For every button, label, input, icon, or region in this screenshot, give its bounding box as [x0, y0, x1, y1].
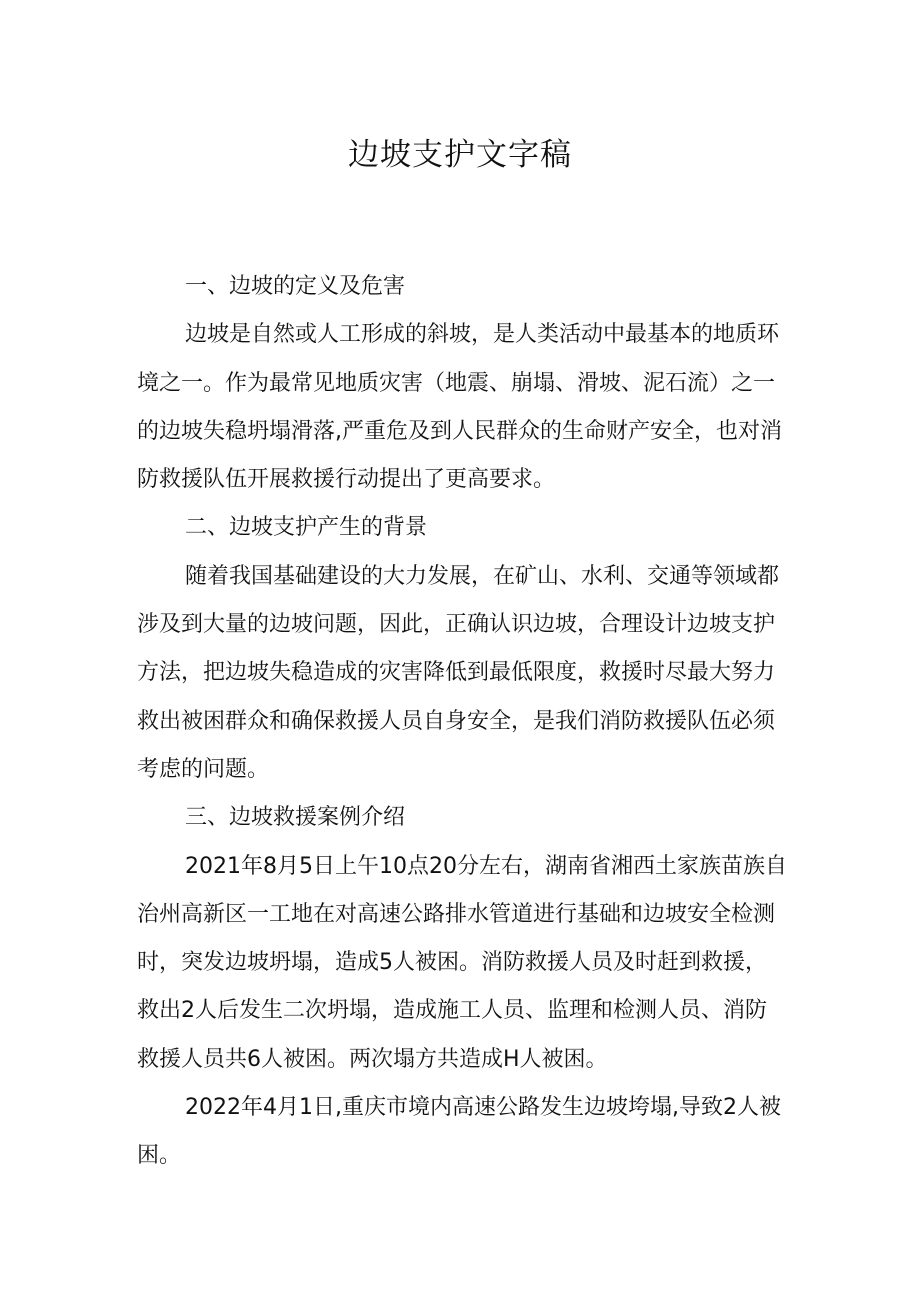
section-heading-background: 二、边坡支护产生的背景 — [185, 515, 428, 541]
paragraph-background: 随着我国基础建设的大力发展，在矿山、水利、交通等领域都涉及到大量的边坡问题，因此，正确认识边坡，合理设计边坡支护方法，把边坡失稳造成的灾害降低到最低限度，救援时尽最大努力救出被困群众和确保救援人员自身安全，是我们消防救援队伍必须考虑的问题。 — [137, 563, 780, 782]
paragraph-case-2021: 2021年8月5日上午10点20分左右，湖南省湘西土家族苗族自治州高新区一工地在对高速公路排水管道进行基础和边坡安全检测时，突发边坡坍塌，造成5人被困。消防救援人员及时赶到救援，救出2人后发生二次坍塌，造成施工人员、监理和检测人员、消防救援人员共6人被困。两次塌方共造成H人被困。 — [137, 853, 787, 1072]
section-heading-cases: 三、边坡救援案例介绍 — [185, 805, 406, 831]
paragraph-definition: 边坡是自然或人工形成的斜坡，是人类活动中最基本的地质环境之一。作为最常见地质灾害（地震、崩塌、滑坡、泥石流）之一的边坡失稳坍塌滑落,严重危及到人民群众的生命财产安全，也对消防救援队伍开展救援行动提出了更高要求。 — [137, 322, 782, 493]
section-heading-definition: 一、边坡的定义及危害 — [185, 274, 406, 299]
document-body — [137, 263, 787, 1181]
paragraph-case-2022: 2022年4月1日,重庆市境内高速公路发生边坡垮塌,导致2人被困。 — [137, 1095, 781, 1169]
document-title: 边坡支护文字稿 — [348, 137, 572, 173]
